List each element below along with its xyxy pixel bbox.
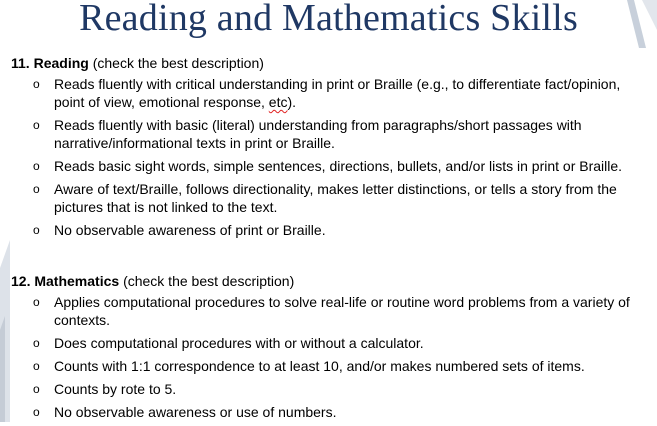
mathematics-option[interactable]: o Does computational procedures with or without a calculator. [33, 335, 424, 351]
reading-number-name: 11. Reading [11, 55, 89, 71]
reading-option[interactable]: o Aware of text/Braille, follows directionality, makes letter distinctions, or tells a story from the pictures that is not linked to the text. [33, 181, 617, 215]
circle-bullet-icon: o [33, 359, 40, 373]
mathematics-option[interactable]: o No observable awareness or use of numbers. [33, 404, 337, 420]
circle-bullet-icon: o [33, 223, 40, 237]
slide-title: Reading and Mathematics Skills [79, 0, 578, 39]
reading-option[interactable]: o Reads basic sight words, simple sentences, directions, bullets, and/or lists in print or Braille. [33, 158, 623, 174]
circle-bullet-icon: o [33, 405, 40, 419]
reading-option[interactable]: o Reads fluently with basic (literal) understanding from paragraphs/short passages with narrative/informational texts in print or Braille. [33, 117, 582, 151]
mathematics-section [11, 272, 651, 426]
left-edge-stripe [0, 240, 10, 422]
reading-options [11, 75, 651, 239]
circle-bullet-icon: o [33, 77, 40, 91]
reading-section [11, 54, 651, 244]
left-edge-stripe-2 [0, 316, 5, 422]
circle-bullet-icon: o [33, 295, 40, 309]
circle-bullet-icon: o [33, 336, 40, 350]
circle-bullet-icon: o [33, 182, 40, 196]
circle-bullet-icon: o [33, 382, 40, 396]
reading-option[interactable]: o No observable awareness of print or Braille. [33, 222, 326, 238]
mathematics-option[interactable]: o Counts by rote to 5. [33, 381, 177, 397]
reading-instruction: (check the best description) [92, 55, 264, 71]
mathematics-options [11, 293, 651, 421]
circle-bullet-icon: o [33, 118, 40, 132]
mathematics-heading [11, 272, 651, 290]
mathematics-instruction: (check the best description) [123, 273, 295, 289]
mathematics-option[interactable]: o Applies computational procedures to solve real-life or routine word problems from a variety of contexts. [33, 294, 630, 328]
reading-option[interactable]: o Reads fluently with critical understanding in print or Braille (e.g., to differentiate fact/opinion, point of view, emotional response, etc). [33, 76, 621, 110]
reading-heading [11, 54, 651, 72]
mathematics-number-name: 12. Mathematics [11, 273, 120, 289]
mathematics-option[interactable]: o Counts with 1:1 correspondence to at least 10, and/or makes numbered sets of items. [33, 358, 585, 374]
circle-bullet-icon: o [33, 159, 40, 173]
